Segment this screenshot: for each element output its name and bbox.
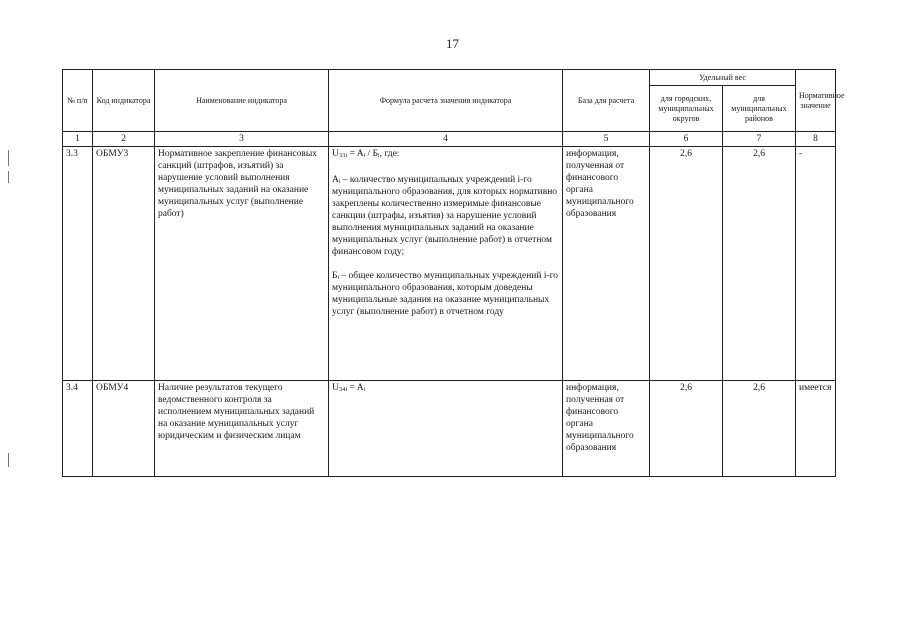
header-weight-urban: для городских, муниципальных округов xyxy=(650,86,723,132)
formula-definition-b: Бᵢ – общее количество муниципальных учреждений i-го муниципального образования, которым доведены муниципальные задания на оказание муниципальных услуг (выполнение работ) в отчетном году xyxy=(332,271,559,317)
row-num: 3.4 xyxy=(63,381,93,477)
column-number: 5 xyxy=(563,132,650,147)
row-weight-urban: 2,6 xyxy=(650,147,723,381)
margin-mark xyxy=(8,453,9,467)
row-weight-district: 2,6 xyxy=(723,147,796,381)
header-base: База для расчета xyxy=(563,70,650,132)
row-code: ОБМУ3 xyxy=(93,147,155,381)
row-name: Нормативное закрепление финансовых санкций (штрафов, изъятий) за нарушение условий выполнения муниципальных заданий на оказание муниципальных услуг (выполнение работ) xyxy=(155,147,329,381)
table-row xyxy=(63,147,836,381)
row-num: 3.3 xyxy=(63,147,93,381)
row-name: Наличие результатов текущего ведомственного контроля за исполнением муниципальных заданий на оказание муниципальных услуг юридическим и физическим лицам xyxy=(155,381,329,477)
row-formula xyxy=(329,147,563,381)
row-code: ОБМУ4 xyxy=(93,381,155,477)
margin-mark xyxy=(8,171,9,183)
header-num: № п/п xyxy=(63,70,93,132)
margin-mark xyxy=(8,150,9,166)
formula-line xyxy=(332,382,559,396)
formula-expression: = Aᵢ / Бᵢ, где: xyxy=(347,149,400,159)
indicator-table xyxy=(62,69,845,477)
formula-symbol: U xyxy=(332,383,339,393)
row-norm: имеется xyxy=(796,381,836,477)
formula-expression: = Aᵢ xyxy=(347,383,366,393)
row-formula xyxy=(329,381,563,477)
formula-subscript: 33i xyxy=(338,152,348,159)
column-number: 1 xyxy=(63,132,93,147)
column-number: 2 xyxy=(93,132,155,147)
formula-line xyxy=(332,148,559,162)
row-base: информация, полученная от финансового органа муниципального образования xyxy=(563,147,650,381)
column-number: 8 xyxy=(796,132,836,147)
formula-symbol: U xyxy=(332,149,339,159)
header-formula: Формула расчета значения индикатора xyxy=(329,70,563,132)
column-number: 7 xyxy=(723,132,796,147)
header-norm: Нормативное значение xyxy=(796,70,836,132)
row-weight-urban: 2,6 xyxy=(650,381,723,477)
table-row xyxy=(63,381,836,477)
column-number: 6 xyxy=(650,132,723,147)
page-number: 17 xyxy=(446,36,459,51)
header-code: Код индикатора xyxy=(93,70,155,132)
row-base: информация, полученная от финансового органа муниципального образования xyxy=(563,381,650,477)
column-number: 3 xyxy=(155,132,329,147)
row-norm: - xyxy=(796,147,836,381)
column-number-row xyxy=(63,132,836,147)
header-weight-group: Удельный вес xyxy=(650,70,796,86)
header-weight-district: для муниципальных районов xyxy=(723,86,796,132)
column-number: 4 xyxy=(329,132,563,147)
formula-subscript: 34i xyxy=(338,386,348,393)
formula-definition-a: Aᵢ – количество муниципальных учреждений i-го муниципального образования, для которых нормативно закреплены количественно измеримые финансовые санкции (штрафы, изъятия) за нарушение условий выполнения муниципальных заданий на оказание муниципальных услуг (выполнение работ) в отчетном финансовом году; xyxy=(332,175,558,257)
header-name: Наименование индикатора xyxy=(155,70,329,132)
row-weight-district: 2,6 xyxy=(723,381,796,477)
